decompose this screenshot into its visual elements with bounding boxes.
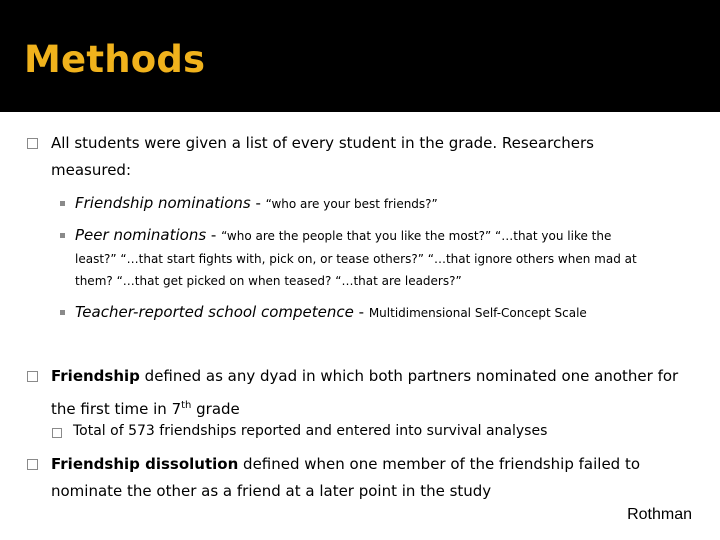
- author-name: Rothman: [627, 506, 692, 523]
- bullet3-line2: nominate the other as a friend at a later point in the study: [51, 482, 492, 500]
- bullet2-sup: th: [181, 400, 192, 411]
- sub-label: Friendship nominations: [75, 194, 251, 212]
- bullet-box-icon: [27, 459, 38, 470]
- sub-dash: -: [206, 226, 222, 244]
- square-bullet-icon: [60, 310, 65, 315]
- sub-text: Multidimensional Self-Concept Scale: [368, 306, 587, 320]
- bullet1-line2: measured:: [51, 161, 131, 179]
- bullet2-rest: defined as any dyad in which both partners nominated one another for: [139, 367, 679, 385]
- bullet3-bold: Friendship dissolution: [51, 455, 239, 473]
- sub-label: Teacher-reported school competence: [75, 303, 354, 321]
- bullet3-rest: defined when one member of the friendship failed to: [238, 455, 641, 473]
- slide-title: Methods: [24, 38, 206, 81]
- sub-dash: -: [250, 194, 266, 212]
- sub-bullet-teacher-competence: [75, 302, 587, 321]
- bullet2-bold: Friendship: [51, 367, 140, 385]
- square-bullet-icon: [60, 233, 65, 238]
- bullet2-sub: Total of 573 friendships reported and entered into survival analyses: [73, 423, 548, 439]
- sub-text: “who are your best friends?”: [265, 197, 438, 211]
- sub-bullet-peer-nominations: [75, 225, 611, 244]
- bullet2-line2: [51, 394, 240, 421]
- bullet1-line1: All students were given a list of every student in the grade. Researchers: [51, 134, 594, 152]
- square-bullet-icon: [60, 201, 65, 206]
- bullet3-line1: [51, 453, 640, 476]
- bullet2-line2-pre: the first time in 7: [51, 400, 182, 418]
- sub-label: Peer nominations: [75, 226, 207, 244]
- bullet2-line1: [51, 365, 678, 388]
- bullet-box-icon: [27, 138, 38, 149]
- bullet2-line2-post: grade: [191, 400, 240, 418]
- peer-nominations-line2: least?” “…that start fights with, pick on, or tease others?” “…that ignore others when mad at: [75, 252, 637, 266]
- sub-bullet-friendship-nominations: [75, 193, 438, 212]
- bullet-box-icon: [52, 428, 62, 438]
- peer-nominations-line3: them? “…that get picked on when teased? “…that are leaders?”: [75, 274, 462, 288]
- sub-text: “who are the people that you like the most?” “…that you like the: [221, 229, 612, 243]
- bullet-box-icon: [27, 371, 38, 382]
- sub-dash: -: [353, 303, 369, 321]
